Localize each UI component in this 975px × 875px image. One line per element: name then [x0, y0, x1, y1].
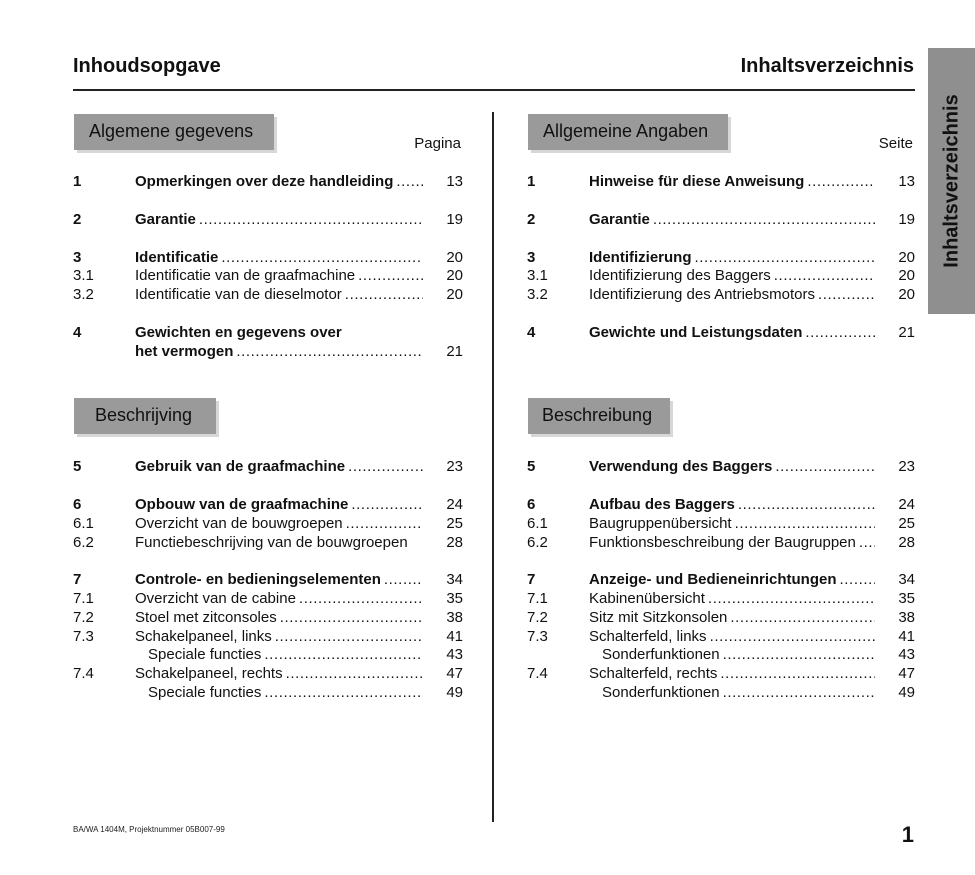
toc-entry-title: Controle- en bedieningselementen — [135, 571, 381, 588]
toc-entry-title-wrap — [135, 248, 425, 267]
toc-entry-number: 1 — [527, 173, 536, 190]
toc-entry-title-wrap — [135, 570, 425, 589]
toc-entry-title: Overzicht van de bouwgroepen — [135, 515, 343, 532]
dot-leader — [264, 645, 423, 664]
dot-leader — [653, 210, 875, 229]
toc-entry-title-wrap — [135, 645, 425, 664]
toc-entry-page: 47 — [898, 665, 915, 682]
toc-entry-title: Gebruik van de graafmachine — [135, 458, 346, 475]
page-number: 1 — [901, 822, 914, 847]
toc-entry-page: 35 — [898, 590, 915, 607]
toc-entry-title-wrap — [135, 514, 425, 533]
toc-entry — [527, 248, 915, 267]
toc-entry — [527, 645, 915, 664]
toc-entry-page: 23 — [446, 458, 463, 475]
dot-leader — [358, 266, 423, 285]
toc-entry-title: Opmerkingen over deze handleiding — [135, 173, 394, 190]
toc-entry-title-wrap — [135, 608, 425, 627]
toc-entry-title-wrap — [589, 285, 877, 304]
toc-entry-page: 34 — [446, 571, 463, 588]
toc-entry — [527, 495, 915, 514]
dot-leader — [738, 495, 875, 514]
toc-entry-title: Kabinenübersicht — [589, 590, 705, 607]
toc-entry-title: Stoel met zitconsoles — [135, 609, 277, 626]
dot-leader — [807, 172, 875, 191]
toc-entry-title-wrap — [135, 589, 425, 608]
toc-entry-number: 6 — [527, 496, 536, 513]
toc-entry — [527, 683, 915, 702]
toc-entry — [73, 664, 463, 683]
toc-entry-page: 19 — [898, 211, 915, 228]
toc-entry-number: 3 — [527, 249, 536, 266]
toc-entry — [73, 285, 463, 304]
toc-entry-title-wrap — [589, 210, 877, 229]
section-banner-general: Algemene gegevens — [74, 114, 274, 150]
section-banner-general: Allgemeine Angaben — [528, 114, 728, 150]
toc-entry — [527, 457, 915, 476]
toc-entry-title-wrap — [589, 627, 877, 646]
toc-entry-page: 47 — [446, 665, 463, 682]
toc-entry-page: 25 — [898, 515, 915, 532]
toc-entry-title: Identificatie van de dieselmotor — [135, 286, 342, 303]
toc-entry-title-wrap — [135, 683, 425, 702]
toc-entry — [73, 570, 463, 589]
dot-leader — [723, 645, 875, 664]
toc-entry — [527, 664, 915, 683]
toc-entry-title: Verwendung des Baggers — [589, 458, 773, 475]
toc-entry — [73, 457, 463, 476]
toc-entry-number: 6.2 — [527, 534, 548, 551]
toc-entry-title: Funktionsbeschreibung der Baugruppen — [589, 534, 856, 551]
toc-entry-number: 4 — [527, 324, 536, 341]
toc-entry — [73, 495, 463, 514]
dot-leader — [221, 248, 423, 267]
toc-entry-page: 41 — [898, 628, 915, 645]
title-left: Inhoudsopgave — [73, 55, 221, 77]
toc-entry-number: 3.2 — [527, 286, 548, 303]
toc-entry-number: 6.2 — [73, 534, 94, 551]
dot-leader — [345, 285, 423, 304]
toc-entry-number: 5 — [73, 458, 82, 475]
dot-leader — [774, 266, 875, 285]
dot-leader — [199, 210, 423, 229]
toc-entry-title-wrap — [135, 664, 425, 683]
toc-entry-title-wrap — [589, 570, 877, 589]
toc-entry-page: 43 — [446, 646, 463, 663]
toc-entry — [73, 342, 463, 361]
toc-entry-number: 7.2 — [73, 609, 94, 626]
toc-entry-title-wrap — [135, 266, 425, 285]
dot-leader — [735, 514, 875, 533]
toc-entry-page: 20 — [446, 267, 463, 284]
toc-entry-page: 38 — [446, 609, 463, 626]
toc-entry-page: 20 — [446, 286, 463, 303]
title-right: Inhaltsverzeichnis — [740, 55, 914, 77]
toc-entry — [527, 210, 915, 229]
toc-entry — [73, 533, 463, 552]
toc-entry-number: 7.2 — [527, 609, 548, 626]
dot-leader — [805, 323, 875, 342]
dot-leader — [348, 457, 423, 476]
toc-entry-page: 49 — [446, 684, 463, 701]
toc-entry-number: 2 — [527, 211, 536, 228]
toc-entry — [73, 608, 463, 627]
toc-entry-page: 24 — [898, 496, 915, 513]
toc-entry-number: 6.1 — [527, 515, 548, 532]
toc-entry-title: Speciale functies — [148, 684, 262, 701]
toc-entry-title: Garantie — [589, 211, 650, 228]
toc-entry-number: 7.1 — [73, 590, 94, 607]
toc-entry-title: Gewichten en gegevens over — [135, 324, 342, 341]
toc-entry — [73, 683, 463, 702]
toc-entry — [527, 172, 915, 191]
dot-leader — [299, 589, 423, 608]
dot-leader — [708, 589, 875, 608]
dot-leader — [396, 172, 423, 191]
toc-entry-page: 24 — [446, 496, 463, 513]
toc-entry-title-wrap — [589, 514, 877, 533]
toc-entry-page: 21 — [446, 343, 463, 360]
toc-entry-page: 34 — [898, 571, 915, 588]
toc-entry-page — [425, 323, 463, 342]
toc-entry — [527, 514, 915, 533]
dot-leader — [264, 683, 423, 702]
dot-leader — [236, 342, 423, 361]
toc-entry — [527, 285, 915, 304]
toc-entry-title: Baugruppenübersicht — [589, 515, 732, 532]
section-banner-description: Beschrijving — [74, 398, 216, 434]
toc-entry-title-wrap — [589, 608, 877, 627]
toc-entry — [73, 172, 463, 191]
toc-entry-number: 7.3 — [527, 628, 548, 645]
dot-leader — [351, 495, 423, 514]
toc-entry — [73, 627, 463, 646]
toc-entry-title: Gewichte und Leistungsdaten — [589, 324, 803, 341]
toc-entry-title-wrap — [135, 210, 425, 229]
toc-entry-title-wrap — [135, 285, 425, 304]
toc-entry-title-wrap — [589, 533, 877, 552]
toc-entry-page: 20 — [898, 286, 915, 303]
toc-entry-page: 21 — [898, 324, 915, 341]
toc-entry — [73, 645, 463, 664]
dot-leader — [775, 457, 875, 476]
toc-entry — [527, 570, 915, 589]
toc-entry-number — [73, 645, 135, 664]
toc-entry-number: 7.3 — [73, 628, 94, 645]
toc-entry-title-wrap — [589, 589, 877, 608]
toc-entry-title: Identifizierung des Baggers — [589, 267, 771, 284]
dot-leader — [818, 285, 875, 304]
toc-entry-title-wrap — [589, 266, 877, 285]
toc-entry-title-wrap — [135, 627, 425, 646]
page-column-label: Seite — [878, 135, 913, 152]
toc-entry-title: Overzicht van de cabine — [135, 590, 296, 607]
dot-leader — [840, 570, 875, 589]
toc-entry — [73, 248, 463, 267]
toc-entry-title: Identifizierung des Antriebsmotors — [589, 286, 815, 303]
toc-entry-page: 35 — [446, 590, 463, 607]
side-tab — [928, 48, 975, 314]
toc-entry-title: Schakelpaneel, rechts — [135, 665, 283, 682]
column-divider — [492, 112, 494, 822]
toc-entry-title-wrap — [589, 645, 877, 664]
toc-entry-title-wrap — [589, 248, 877, 267]
toc-entry-title-wrap — [135, 172, 425, 191]
toc-entry-title-wrap — [135, 495, 425, 514]
toc-entry-number: 3.2 — [73, 286, 94, 303]
toc-entry-number: 5 — [527, 458, 536, 475]
toc-entry-title-wrap — [135, 323, 425, 342]
toc-entry — [527, 323, 915, 342]
dot-leader — [695, 248, 876, 267]
toc-entry-title: Identificatie van de graafmachine — [135, 267, 356, 284]
toc-entry — [527, 533, 915, 552]
toc-entry — [73, 589, 463, 608]
toc-entry-number: 7.4 — [527, 665, 548, 682]
header-rule — [73, 89, 915, 91]
toc-entry-number: 6 — [73, 496, 82, 513]
toc-entry-number: 4 — [73, 324, 82, 341]
toc-entry-title: Schakelpaneel, links — [135, 628, 272, 645]
toc-entry — [527, 627, 915, 646]
toc-entry-number: 3.1 — [527, 267, 548, 284]
toc-entry-title-wrap — [589, 495, 877, 514]
toc-entry-page: 25 — [446, 515, 463, 532]
toc-entry — [73, 514, 463, 533]
toc-entry-page: 38 — [898, 609, 915, 626]
toc-entry-number: 6.1 — [73, 515, 94, 532]
dot-leader — [346, 514, 423, 533]
toc-entry-title: Garantie — [135, 211, 196, 228]
toc-entry-title-wrap — [589, 323, 877, 342]
section-banner-description: Beschreibung — [528, 398, 670, 434]
toc-entry — [73, 266, 463, 285]
toc-entry — [73, 323, 463, 342]
toc-entry-title-wrap — [589, 664, 877, 683]
toc-entry-title-wrap — [135, 342, 425, 361]
dot-leader — [730, 608, 875, 627]
toc-entry — [527, 608, 915, 627]
toc-entry-title-wrap — [135, 457, 425, 476]
toc-entry-number: 7 — [527, 571, 536, 588]
toc-entry-title: Schalterfeld, links — [589, 628, 707, 645]
toc-entry-number: 7.4 — [73, 665, 94, 682]
toc-entry-page: 19 — [446, 211, 463, 228]
toc-entry-page: 28 — [898, 534, 915, 551]
toc-entry-page: 49 — [898, 684, 915, 701]
toc-entry-title: Aufbau des Baggers — [589, 496, 735, 513]
toc-entry-page: 43 — [898, 646, 915, 663]
toc-entry-page: 23 — [898, 458, 915, 475]
toc-entry-title: Identificatie — [135, 249, 219, 266]
toc-entry-title: Speciale functies — [148, 646, 262, 663]
toc-entry-title: het vermogen — [135, 343, 234, 360]
toc-entry-number — [73, 683, 135, 702]
toc-entry-title: Schalterfeld, rechts — [589, 665, 718, 682]
toc-entry-number — [73, 342, 135, 361]
toc-entry-title-wrap — [589, 683, 877, 702]
dot-leader — [275, 627, 423, 646]
toc-entry-title: Anzeige- und Bedieneinrichtungen — [589, 571, 837, 588]
toc-entry-number: 7.1 — [527, 590, 548, 607]
dot-leader — [710, 627, 875, 646]
footer-doc-ref: BA/WA 1404M, Projektnummer 05B007-99 — [73, 825, 225, 834]
toc-entry-number: 1 — [73, 173, 82, 190]
toc-entry-title: Sonderfunktionen — [602, 684, 720, 701]
toc-entry-title: Functiebeschrijving van de bouwgroepen — [135, 534, 408, 551]
toc-entry-page: 20 — [446, 249, 463, 266]
toc-entry-page: 20 — [898, 249, 915, 266]
dot-leader — [384, 570, 423, 589]
dot-leader — [286, 664, 423, 683]
toc-entry-page: 20 — [898, 267, 915, 284]
toc-entry-title: Opbouw van de graafmachine — [135, 496, 349, 513]
toc-entry-page: 13 — [898, 173, 915, 190]
toc-entry-title-wrap — [589, 457, 877, 476]
side-tab-label: Inhaltsverzeichnis — [940, 94, 962, 268]
dot-leader — [280, 608, 423, 627]
dot-leader — [859, 533, 875, 552]
toc-entry-page: 28 — [446, 534, 463, 551]
toc-entry-number — [527, 645, 589, 664]
toc-entry-page: 41 — [446, 628, 463, 645]
toc-entry-title: Identifizierung — [589, 249, 692, 266]
dot-leader — [723, 683, 875, 702]
toc-entry-number — [527, 683, 589, 702]
toc-entry — [527, 266, 915, 285]
toc-entry-title: Sonderfunktionen — [602, 646, 720, 663]
toc-entry-title: Sitz mit Sitzkonsolen — [589, 609, 728, 626]
toc-entry-number: 7 — [73, 571, 82, 588]
toc-entry-title-wrap — [589, 172, 877, 191]
toc-entry-title-wrap — [135, 533, 425, 552]
toc-entry — [527, 589, 915, 608]
toc-entry-page: 13 — [446, 173, 463, 190]
toc-entry-number: 3 — [73, 249, 82, 266]
dot-leader — [720, 664, 875, 683]
toc-entry — [73, 210, 463, 229]
toc-entry-number: 3.1 — [73, 267, 94, 284]
page-column-label: Pagina — [414, 135, 461, 152]
toc-entry-number: 2 — [73, 211, 82, 228]
toc-entry-title: Hinweise für diese Anweisung — [589, 173, 805, 190]
